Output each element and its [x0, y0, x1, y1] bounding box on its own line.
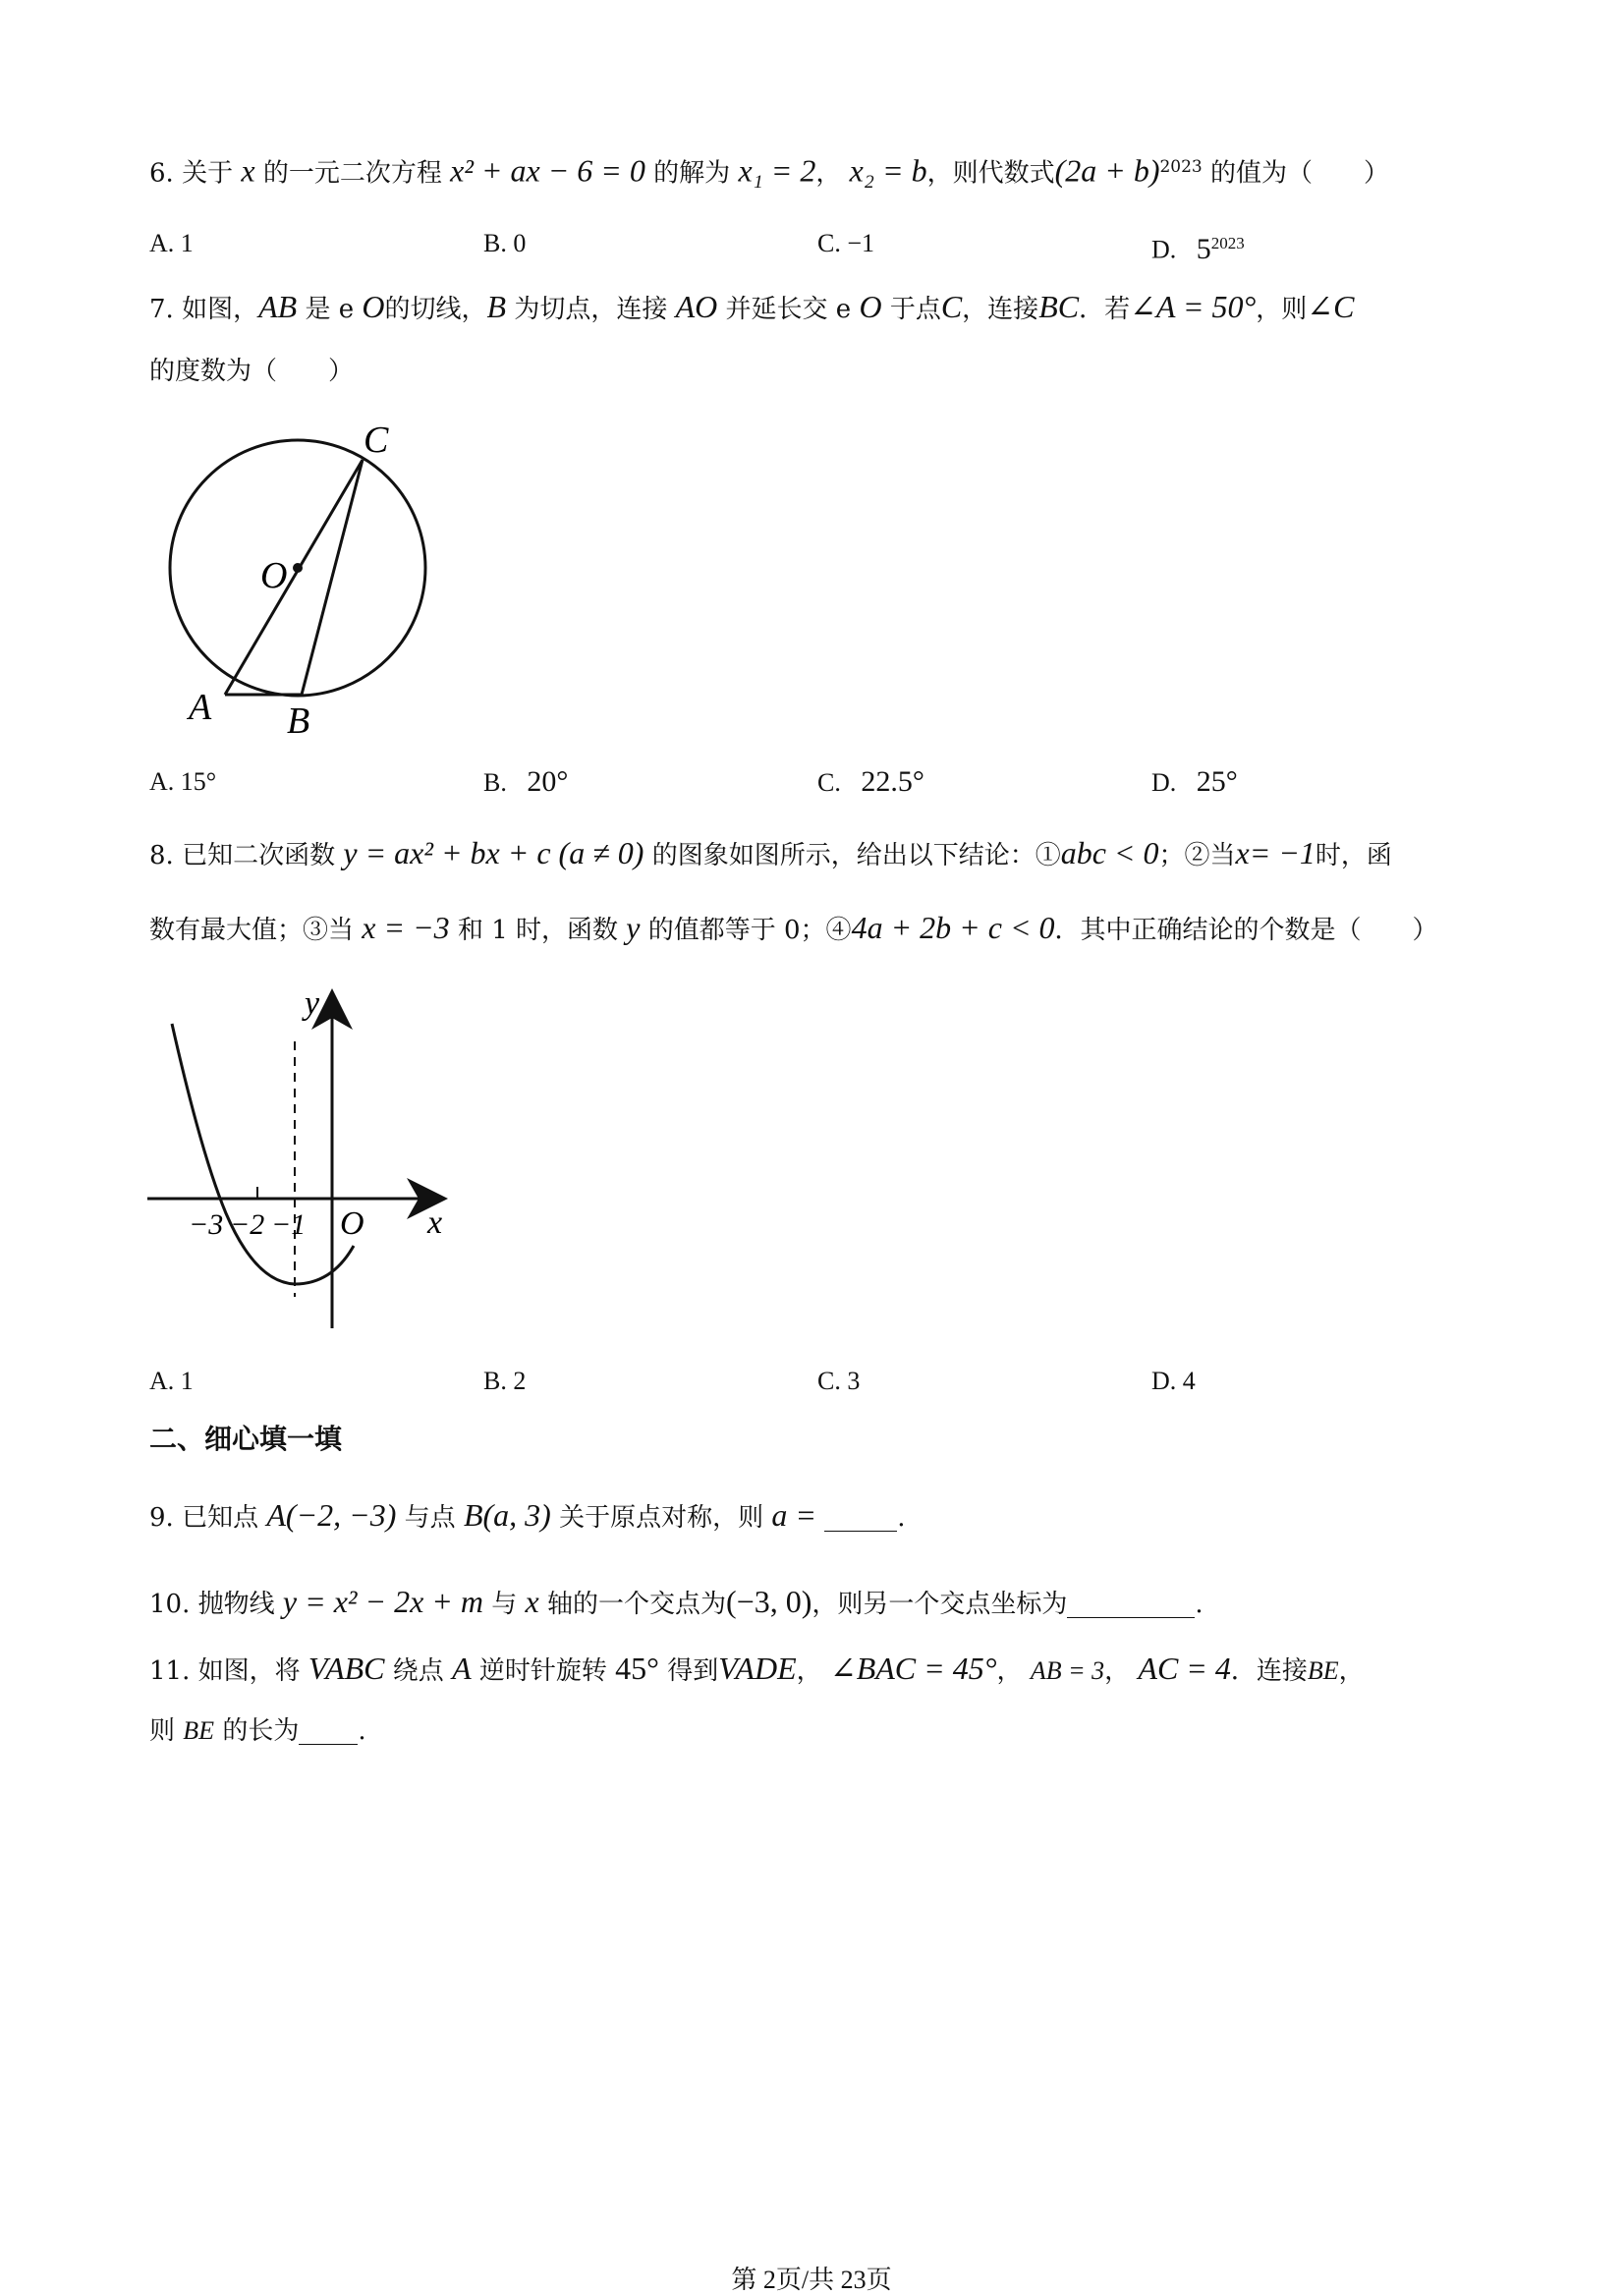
q9-end: .: [897, 1503, 906, 1533]
q10-text-a: 抛物线: [197, 1590, 275, 1619]
q11-number: 11.: [149, 1656, 191, 1686]
q11-line2-a: 则: [149, 1716, 176, 1746]
q7-text-h: ．若: [1079, 295, 1131, 324]
parabola-curve: [172, 1024, 354, 1284]
q11-text-a: 如图，将: [197, 1656, 301, 1686]
q10-end: .: [1195, 1590, 1203, 1619]
q8-line2-d: ．其中正确结论的个数是（ ）: [1054, 916, 1438, 945]
q9-answer-blank[interactable]: [824, 1501, 897, 1532]
q10-answer-blank[interactable]: [1067, 1588, 1195, 1618]
q8-c2x: x= −1: [1235, 835, 1315, 870]
q7-line2: [149, 352, 354, 391]
q11-line2: [149, 1711, 366, 1751]
option-value: 22.5°: [861, 765, 924, 798]
label-m3: −3: [189, 1208, 224, 1241]
q7-o: O: [362, 289, 385, 324]
q6-options: [149, 224, 1485, 263]
option-value: 1: [180, 1367, 194, 1395]
q9-number: 9.: [149, 1503, 174, 1533]
option-value: 0: [513, 229, 527, 257]
q7-line2-text: 的度数为（ ）: [149, 357, 355, 386]
q11-text-d: 得到: [667, 1656, 719, 1686]
q10-line: [149, 1582, 1203, 1624]
q8-y: y: [626, 910, 641, 945]
label-o: O: [340, 1205, 364, 1242]
option-label: D.: [1151, 768, 1177, 797]
q10-text-d: ，则另一个交点坐标为: [812, 1590, 1068, 1619]
q7-number: 7.: [149, 295, 174, 324]
q6-option-d[interactable]: [1151, 224, 1245, 270]
option-label: D.: [1151, 235, 1177, 264]
q9-point-b: B(a, 3): [463, 1497, 551, 1533]
q6-equation: x² + ax − 6 = 0: [450, 152, 645, 189]
q8-text-b: 的图象如图所示，给出以下结论：①: [651, 841, 1061, 870]
q6-text-a: 关于: [182, 158, 234, 189]
q7-angle-c: ∠C: [1307, 289, 1355, 324]
q7-b: B: [486, 289, 507, 324]
q11-a: A: [452, 1651, 472, 1686]
option-label: B.: [483, 1367, 507, 1395]
option-value: −1: [847, 229, 875, 257]
q7-option-d[interactable]: [1151, 762, 1238, 803]
q7-o2: O: [859, 289, 882, 324]
q8-option-c[interactable]: [817, 1362, 860, 1401]
q7-angle-a: ∠A = 50°: [1130, 289, 1257, 324]
label-o: O: [260, 555, 288, 596]
q8-option-b[interactable]: [483, 1362, 526, 1401]
q6-text-d: ，则代数式: [926, 158, 1055, 189]
q7-option-a[interactable]: [149, 762, 216, 802]
option-label: A.: [149, 1367, 175, 1395]
option-label: B.: [483, 768, 507, 797]
q11-angle: ∠BAC = 45°: [829, 1651, 997, 1686]
option-exp: 2023: [1210, 234, 1245, 252]
q9-text-b: 与点: [404, 1503, 456, 1533]
q7-option-c[interactable]: [817, 762, 924, 803]
q6-text-b: 的一元二次方程: [262, 158, 442, 189]
q7-ao: AO: [675, 289, 718, 324]
q7-text-a: 如图，: [182, 295, 259, 324]
q7-text-b: 是 e: [305, 295, 355, 324]
option-label: A.: [149, 229, 175, 257]
q11-text-f: ，: [1338, 1656, 1365, 1686]
option-label: C.: [817, 1367, 841, 1395]
q8-text-c: ；②当: [1158, 841, 1236, 870]
q8-number: 8.: [149, 841, 174, 870]
option-value: 2: [513, 1367, 527, 1395]
q11-be2: BE: [183, 1716, 215, 1745]
q11-text-e: ．连接: [1230, 1656, 1308, 1686]
q7-option-b[interactable]: [483, 762, 568, 803]
q9-line: [149, 1495, 905, 1538]
q8-text-a: 已知二次函数: [182, 841, 336, 870]
q11-line1: [149, 1649, 1365, 1691]
q7-line1: [149, 287, 1354, 329]
q8-line2: [149, 908, 1438, 950]
q9-text-c: 关于原点对称，则: [559, 1503, 764, 1533]
q6-option-a[interactable]: [149, 224, 194, 263]
q8-option-d[interactable]: [1151, 1362, 1196, 1401]
q8-options: [149, 1362, 1485, 1401]
q7-text-e: 并延长交 e: [725, 295, 852, 324]
q10-parabola: y = x² − 2x + m: [282, 1584, 483, 1619]
option-value: 15°: [180, 767, 217, 796]
q11-sep1: ，: [796, 1656, 822, 1686]
q11-sep2: ，: [996, 1656, 1023, 1686]
q7-circle-figure: [157, 413, 452, 747]
q7-text-i: ，则: [1256, 295, 1308, 324]
q10-text-c: 轴的一个交点为: [547, 1590, 727, 1619]
q11-sep3: ，: [1104, 1656, 1131, 1686]
segment-ac: [225, 460, 363, 695]
q7-text-g: ，连接: [962, 295, 1039, 324]
label-y: y: [305, 985, 320, 1022]
option-label: C.: [817, 768, 841, 797]
option-label: A.: [149, 767, 175, 796]
option-label: B.: [483, 229, 507, 257]
q11-text-c: 逆时针旋转: [478, 1656, 607, 1686]
q6-expr-exp: 2023: [1159, 157, 1203, 177]
q8-text-d: 时，函: [1315, 841, 1392, 870]
q8-c1: abc < 0: [1060, 835, 1159, 870]
option-value: 25°: [1196, 765, 1238, 798]
option-value: 20°: [527, 765, 569, 798]
label-x: x: [427, 1204, 443, 1241]
label-b: B: [287, 700, 310, 742]
q11-ac: AC = 4: [1138, 1651, 1231, 1686]
q11-ab: AB = 3: [1030, 1656, 1105, 1685]
option-value: 1: [180, 229, 194, 257]
q11-be: BE: [1307, 1656, 1339, 1685]
q8-line2-a: 数有最大值；③当: [149, 916, 355, 945]
q6-text-c: 的解为: [653, 158, 731, 189]
q8-func: y = ax² + bx + c (a ≠ 0): [343, 835, 644, 870]
q9-point-a: A(−2, −3): [266, 1497, 397, 1533]
label-m1: −1: [271, 1208, 307, 1241]
option-label: D.: [1151, 1367, 1177, 1395]
label-c: C: [364, 420, 389, 461]
option-value: 5: [1196, 232, 1211, 265]
q11-text-b: 绕点: [392, 1656, 444, 1686]
q6-line1: [149, 147, 1389, 194]
q11-end: .: [358, 1716, 366, 1746]
q11-answer-blank[interactable]: [299, 1714, 358, 1745]
q7-c: C: [940, 289, 963, 324]
option-label: C.: [817, 229, 841, 257]
q7-options: [149, 762, 1485, 802]
q9-text-a: 已知点: [182, 1503, 259, 1533]
q6-option-b[interactable]: [483, 224, 526, 263]
q8-line1: [149, 833, 1392, 875]
q7-text-c: 的切线，: [384, 295, 487, 324]
q6-text-e: 的值为（ ）: [1210, 158, 1390, 189]
page-footer: 第 2页/共 23页: [731, 2266, 892, 2294]
q10-point: (−3, 0): [726, 1584, 812, 1619]
q10-x: x: [525, 1584, 539, 1619]
option-value: 4: [1182, 1367, 1196, 1395]
q6-x1: x₁ = 2: [738, 152, 816, 189]
q6-number: 6.: [149, 158, 174, 189]
q8-parabola-figure: [147, 982, 462, 1336]
q8-c3: x = −3: [362, 910, 450, 945]
q10-text-b: 与: [491, 1590, 518, 1619]
section-heading: 二、细心填一填: [149, 1423, 343, 1455]
q7-text-d: 为切点，连接: [514, 295, 668, 324]
q8-option-a[interactable]: [149, 1362, 194, 1401]
label-a: A: [189, 687, 212, 728]
q6-option-c[interactable]: [817, 224, 874, 263]
q6-expr: (2a + b): [1054, 152, 1160, 189]
q11-deg: 45°: [615, 1651, 659, 1686]
q7-bc: BC: [1038, 289, 1080, 324]
label-m2: −2: [230, 1208, 265, 1241]
q10-number: 10.: [149, 1590, 191, 1619]
q6-sep: ，: [815, 158, 842, 189]
q8-line2-c: 的值都等于 0；④: [647, 916, 852, 945]
q9-ans: a =: [771, 1497, 816, 1533]
center-dot: [293, 563, 303, 573]
q8-c4: 4a + 2b + c < 0: [851, 910, 1055, 945]
q6-var-x: x: [241, 152, 255, 189]
q11-tri1: VABC: [308, 1651, 385, 1686]
q11-tri2: VADE: [718, 1651, 797, 1686]
q6-x2: x₂ = b: [849, 152, 927, 189]
q7-ab: AB: [258, 289, 298, 324]
q11-line2-b: 的长为: [222, 1716, 300, 1746]
segment-bc: [302, 460, 363, 695]
option-value: 3: [847, 1367, 861, 1395]
q8-line2-b: 和 1 时，函数: [457, 916, 619, 945]
q7-text-f: 于点: [889, 295, 941, 324]
